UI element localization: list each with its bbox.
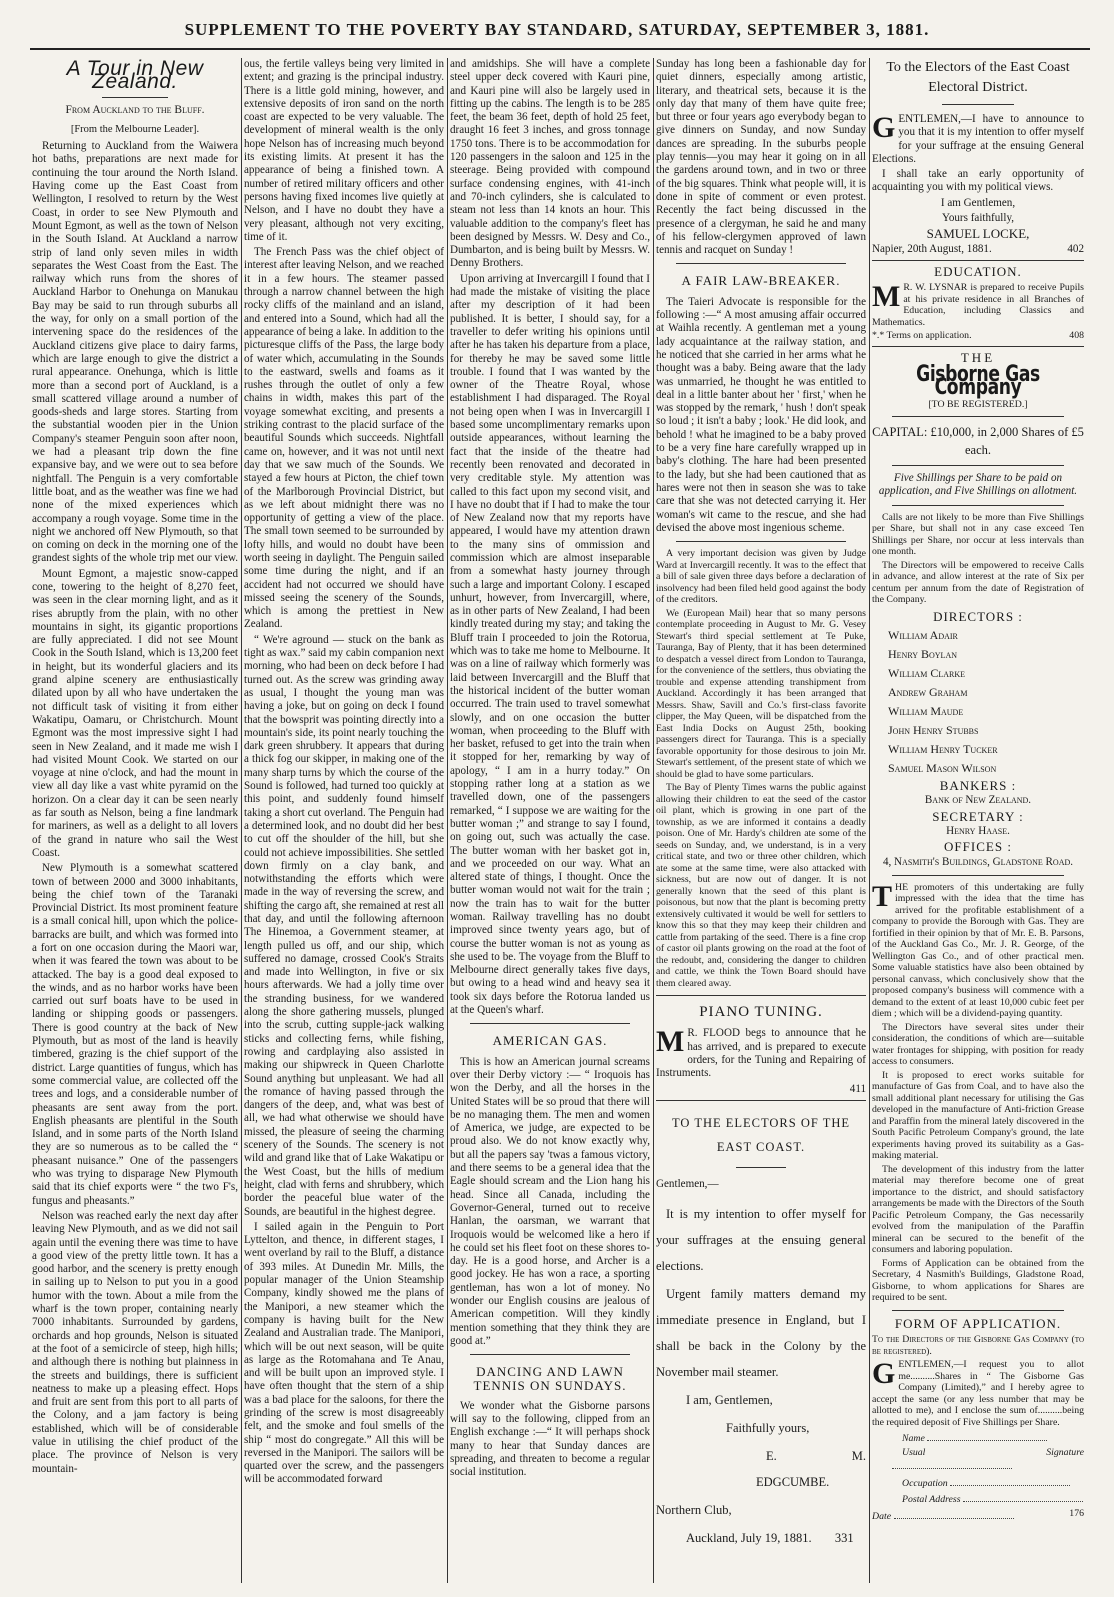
gas-promo: It is proposed to erect works suitable for manufacture of Gas from Coal, and to have also the small additional plant necessary for utilising the Gas developed in the manufacture of Anti-friction Grease and Paraffin from the mineral lately discovered in the South Pacific Petroleum Company's ground, the late experiments having proved its suitability as a Gas-making material. <box>872 1069 1084 1162</box>
dropcap: M <box>656 1025 685 1059</box>
locke-text: I shall take an early opportunity of acquainting you with my political views. <box>872 168 1084 194</box>
column-rule <box>653 58 654 1583</box>
top-rule <box>30 48 1090 50</box>
form-text <box>872 1359 1084 1428</box>
form-field[interactable] <box>892 1447 1084 1473</box>
gas-the: THE <box>960 349 996 365</box>
date-line <box>872 243 1084 256</box>
article-paragraph: and amidships. She will have a complete steel upper deck covered with Kauri pine, and Kauri pine will also be largely used in fitting up the cabins. The length is to be 285 feet, the beam 36 feet, depth of hold 25 feet, draught 16 feet 3 inches, and gross tonnage 1750 tons. There is to be accommodation for 120 passengers in the saloon and 125 in the steerage. Being provided with compound surface condensing engines, with 41-inch and 70-inch cylinders, she is calculated to steam not less than 14 knots an hour. This valuable addition to the company's fleet has been designed by Messrs. W. Desy and Co., Dumbarton, and is being built by Messrs. W. Denny Brothers. <box>450 58 650 270</box>
column-5 <box>872 58 1084 1578</box>
divider <box>872 260 1084 261</box>
gas-calls: Calls are not likely to be more than Five Shillings per Share, but shall not in any case exceed Ten Shillings per Share, nor occur at less intervals than one month. <box>872 511 1084 558</box>
news-note: We (European Mail) hear that so many persons contemplate proceeding in August to Mr. G. Vesey Stewart's third special settlement at Te Puke, Tauranga, Bay of Plenty, that it has been determined to despatch a vessel direct from London to Tauranga, for the convenience of the settlers, thus obviating the trouble and expense attending transhipment from Auckland. Accordingly it has been arranged that Messrs. Shaw, Savill and Co.'s first-class favorite clipper, the May Queen, will be dispatched from the East India Docks on August 25th, booking passengers direct for Tauranga. This is a specially favorable opportunity for those desirous to join Mr. Stewart's settlement, of the present state of which we should be glad to have some particulars. <box>656 607 866 780</box>
form-field-label: Postal Address <box>902 1494 961 1506</box>
article-paragraph: “ We're aground — stuck on the bank as tight as wax.” said my cabin companion next morning, who had been on deck before I had turned out. As the screw was grinding away as usual, I thought the young man was having a joke, but on going on deck I found that the bowsprit was pointing directly into a mountain's side, its point nearly touching the dark green shrubbery. It appears that during a thick fog our skipper, in making one of the many sharp turns by which the course of the Sound is followed, had turned too quickly at this point, and suddenly found himself taking a short cut overland. The Penguin had a determined look, and no doubt did her best to cut off the shoulder of the hill, but she could not achieve impossibilities. She settled down firmly on a clay bank, and notwithstanding the efforts which were made in the way of reversing the screw, and shifting the cargo aft, she remained at rest all that day, and until the following afternoon The Hinemoa, a Government steamer, at length pulled us off, and our ship, which suffered no damage, crossed Cook's Straits and made into Wellington, in five or six hours afterwards. We had a jolly time over the stranding business, for we wandered along the shore gathering mussels, plunged into the scrub, cutting supple-jack walking sticks and collecting ferns, while fishing, rowing and cardplaying also assisted in making our shipwreck in Queen Charlotte Sound anything but unpleasant. We had all the romance of having passed through the dangers of the deep, and, what was best of all, we had what otherwise we should have missed, the pleasure of seeing the charming scenery of the Sounds. The scenery is not wild and grand like that of Lake Wakatipu or the West Coast, but the hills of medium height, clad with ferns and shrubbery, which border the peaceful blue water of the Sounds, are beautiful in the highest degree. <box>244 633 444 1218</box>
article-paragraph: ous, the fertile valleys being very limited in extent; and grazing is the principal industry. There is a little gold mining, however, and extensive deposits of iron sand on the north coast are expected to be very valuable. The development of mineral wealth is the only hope Nelson has of increasing much beyond its existing limits. At present it has the appearance of being a finished town. A number of retired military officers and other persons having fixed incomes live quietly at Nelson, and I have no doubt they have a very pleasant, although not very exciting, time of it. <box>244 58 444 243</box>
form-field[interactable] <box>892 1491 1084 1506</box>
form-field[interactable] <box>872 1508 1084 1523</box>
column-rule <box>241 58 242 1583</box>
ad-number: 176 <box>1069 1507 1084 1519</box>
form-field-line[interactable] <box>950 1475 1070 1486</box>
closing: I am Gentlemen, <box>940 196 1016 209</box>
divider <box>470 1354 630 1355</box>
lawbreaker-heading: A FAIR LAW-BREAKER. <box>681 273 841 289</box>
signature: E. M. EDGCUMBE. <box>756 1449 866 1490</box>
divider <box>676 541 846 542</box>
piano-ad <box>656 1027 866 1080</box>
piano-heading: PIANO TUNING. <box>699 1004 823 1021</box>
form-field-label: Occupation <box>902 1477 948 1489</box>
dropcap: T <box>872 879 893 913</box>
article-paragraph: The French Pass was the chief object of interest after leaving Nelson, and we reached it in a few hours. The steamer passed through a narrow channel between the high rocky cliffs of the mainland and an island, and entered into a Sound, which had all the appearance of being a lake. In addition to the picturesque cliffs of the Pass, the large body of water which, accumulating in the Sounds to the eastward, swells and foams as it rushes through the outlet of only a few chains in width, makes this part of the voyage somewhat exciting, and presents a striking contrast to the placid surface of the beautiful Sounds which succeeds. Nightfall came on, however, and it was not until next day that we saw much of the Sounds. We stayed a few hours at Picton, the chief town of the Marlborough Provincial District, but as we left about midnight there was no opportunity of getting a view of the place. The small town seemed to be surrounded by lofty hills, and would no doubt have been worth seeing in daylight. The Penguin sailed some time during the night, and if an accident had not occurred we should have missed seeing the scenery of the Sounds, which is among the prettiest in New Zealand. <box>244 246 444 631</box>
masthead: SUPPLEMENT TO THE POVERTY BAY STANDARD, SATURDAY, SEPTEMBER 3, 1881. <box>184 20 930 39</box>
article-paragraph: I sailed again in the Penguin to Port Lyttelton, and thence, in different stages, I went overland by rail to the Bluff, a distance of 393 miles. At Dunedin Mr. Mills, the popular manager of the Union Steamship Company, kindly showed me the plans of the Manipori, a new steamer which the company is having built for the New Zealand and Australian trade. The Manipori, which will be out next season, will be quite as large as the Rotomahana and Te Anau, and will be built upon an improved style. I have often thought that the stern of a ship was a bad place for the saloons, for there the grinding of the screw is most disagreeably felt, and the smoke and foul smells of the ship “ most do congregate.” All this will be reversed in the Manipori. The sailors will be quarted over the screw, and the passengers will be accommodated forward <box>244 1220 444 1486</box>
gas-promo: The Directors have several sites under their consideration, the conditions of which are—suitable water frontages for shipping, with position for ready access to consumers. <box>872 1021 1084 1068</box>
form-field-label: Name <box>902 1433 925 1445</box>
gas-shillings: Five Shillings per Share to be paid on application, and Five Shillings on allotment. <box>878 472 1078 498</box>
offices-heading: OFFICES : <box>944 839 1012 855</box>
locke-ad <box>872 113 1084 166</box>
ad-number: 411 <box>849 1082 866 1095</box>
gas-directors-power: The Directors will be empowered to receive Calls in advance, and allow interest at the rate of Six per centum per annum from the date of Registration of the Company. <box>872 559 1084 606</box>
terms: *.* Terms on application. <box>872 330 972 342</box>
salutation: Gentlemen,— <box>656 1177 719 1190</box>
divider <box>892 505 1064 506</box>
article-paragraph: New Plymouth is a somewhat scattered town of between 2000 and 3000 inhabitants, being the chief town of the Taranaki Provincial District. Its most prominent feature is a small conical hill, upon which the police-barracks are built, and which was formed into a fort on one occasion during the Maori war, when it was feared the town was about to be attacked. The bay is a good deal exposed to the winds, and as no harbor works have been carried out surf boats have to be used in landing or shipping goods or passengers. There is good country at the back of New Plymouth, but as most of the land is heavily timbered, grazing is the chief support of the district. Large quantities of fungus, which has some commercial value, are collected off the trees and logs, and a considerable number of pheasants are sent away from the port. English pheasants are plentiful in the South Island, and in some parts of the North Island they are so numerous as to be called the “ pheasant nuisance.” One of the passengers who was trying to disparage New Plymouth said that its chief exports were “ the two F's, fungus and pheasants.” <box>32 862 238 1207</box>
piano-text: R. FLOOD begs to announce that he has arrived, and is prepared to execute orders, for the Tuning and Repairing of Instruments. <box>656 1027 866 1080</box>
divider <box>892 416 1064 417</box>
article-paragraph: Upon arriving at Invercargill I found that I had made the mistake of visiting the place after my description of it had been published. It is better, I should say, for a traveller to defer writing his opinions until after he has taken his departure from a place, for thereby he may be saved some little trouble. I found that I was wanted by the owner of the Theatre Royal, whose establishment I had disparaged. The Royal not being open when I was in Invercargill I based some uncomplimentary remarks upon outside appearances, without learning the fact that the inside of the theatre had recently been renovated and decorated in very creditable style. My attention was called to this fact upon my second visit, and I have no doubt that if I had to make the tour of New Zealand now that my reports have appeared, I would have my attention drawn to the many sins of ommission and commission which are almost inseparable from a somewhat hasty journey through such a large and important Colony. I escaped unhurt, however, from Invercargill, where, as in other parts of New Zealand, I had been kindly treated during my stay; and taking the Bluff train I proceeded to join the Rotorua, which was to take me home to Melbourne. It was on a line of railway which formerly was laid between Invercargill and the Bluff that the historical incident of the butter woman occurred. The train used to travel somewhat slowly, and on one occasion the butter woman, when proceeding to the Bluff with her basket, refused to get into the train when it stopped for her, remarking by way of apology, “ I am in a hurry today.” On stopping rather long at a station as we travelled down, one of the passengers remarked, “ I suppose we are waiting for the butter woman ;” and strange to say I found, on going out, such was actually the case. The butter woman with her basket got in, and we proceeded on our way. What an altered state of things, I thought. Once the butter woman would not wait for the train ; now the train has to wait for the butter woman. Railway travelling has no doubt improved since twenty years ago, but of course the butter woman is not as young as she used to be. The voyage from the Bluff to Melbourne direct generally takes five days, but owing to a head wind and heavy sea it took six days before the Rotorua landed us at the Queen's wharf. <box>450 272 650 1017</box>
sign-off: Yours faithfully, <box>941 212 1015 225</box>
form-field-line[interactable] <box>894 1508 1014 1519</box>
ad-number: 331 <box>834 1531 854 1546</box>
form-field-line[interactable] <box>892 1458 1012 1469</box>
dropcap: G <box>872 111 896 144</box>
gas-capital: CAPITAL: £10,000, in 2,000 Shares of £5 each. <box>872 425 1084 458</box>
form-field-line[interactable] <box>927 1430 1047 1441</box>
form-field[interactable] <box>892 1430 1084 1445</box>
news-note: A very important decision was given by Judge Ward at Invercargill recently. It was to the effect that a bill of sale given three days before a declaration of insolvency had been filed held good against the body of the creditors. <box>656 548 866 606</box>
dropcap: M <box>872 280 901 314</box>
gas-promo: The development of this industry from the latter material may therefore become one of great importance to the district, and should satisfactory arrangements be made with the Directors of the South Pacific Petroleum Company, the Gas necessarily evolved from the manipulation of the Paraffin mineral can be secured to the benefit of the consumers and laboring population. <box>872 1163 1084 1256</box>
form-field[interactable] <box>892 1475 1084 1490</box>
secretary: Henry Haase. <box>946 824 1010 837</box>
ad-number: 402 <box>1067 242 1084 255</box>
column-4 <box>656 58 866 1578</box>
tour-title: A Tour in New Zealand. <box>66 58 204 94</box>
divider <box>470 1023 630 1024</box>
news-note: The Bay of Plenty Times warns the public against allowing their children to eat the seed of the castor oil plant, which is growing in one part of the township, as we are informed it contains a deadly poison. One of Mr. Hardy's children ate some of the seeds on Sunday, and, we understand, is in a very critical state, and two or three other children, which ate some at the same time, were also attacked with sickness, but are now out of danger. It is not generally known that the seed of this plant is poisonous, but now that the plant is becoming pretty extensively cultivated it would be well for settlers to know this so that they may keep their children and cattle from partaking of the seed. There is a fine crop of castor oil plants growing on the road at the foot of the redoubt, and, considering the danger to children and cattle, we think the Town Board should have them cleared away. <box>656 782 866 989</box>
tour-subtitle: From Auckland to the Bluff. <box>65 103 205 116</box>
form-to: To the Directors of the Gisborne Gas Company (to be registered). <box>872 1334 1084 1357</box>
director-name: William Adair <box>888 628 958 643</box>
divider <box>656 995 866 996</box>
gas-promo <box>872 879 1084 1020</box>
ad-number: 408 <box>1069 330 1084 342</box>
divider <box>892 1310 1064 1311</box>
locke-heading: To the Electors of the East Coast Electoral District. <box>886 60 1070 95</box>
divider <box>892 465 1064 466</box>
form-body: ENTLEMEN,—I request you to allot me..........Shares in “ The Gisborne Gas Company (Limited),” and I hereby agree to accept the same (or any less number that may be allotted to me), and I enclose the sum of..........being the required deposit of Five Shillings per Share. <box>872 1359 1084 1428</box>
bankers: Bank of New Zealand. <box>924 794 1032 807</box>
director-name: William Clarke <box>888 666 965 681</box>
signature: SAMUEL LOCKE, <box>926 226 1030 242</box>
director-name: John Henry Stubbs <box>888 723 979 738</box>
locke-text: ENTLEMEN,—I have to announce to you that it is my intention to offer myself for your suffrage at the ensuing General Elections. <box>872 113 1084 165</box>
column-rule <box>869 58 870 1583</box>
divider <box>892 875 1064 876</box>
column-1 <box>32 58 238 1578</box>
article-paragraph: It is my intention to offer myself for your suffrages at the ensuing general elections. <box>656 1207 866 1274</box>
secretary-heading: SECRETARY : <box>932 808 1024 824</box>
director-name: Andrew Graham <box>888 685 968 700</box>
promo-text: HE promoters of this undertaking are fully impressed with the idea that the time has arrived for the profitable establishment of a company to provide the Borough with Gas. They are fortified in their opinion by that of Mr. E. B. Parsons, of the Auckland Gas Co., Mr. J. R. George, of the Wellington Gas Co., and of other practical men. Some valuable statistics have also been obtained by personal canvass, which conclusively show that the proposed company's business will commence with a demand to the extent of at least 10,000 cubic feet per diem ; which will be a dividend-paying quantity. <box>872 881 1084 1020</box>
directors-heading: DIRECTORS : <box>933 608 1023 624</box>
divider <box>102 97 168 98</box>
date: Auckland, July 19, 1881. <box>686 1531 812 1546</box>
divider <box>942 104 1014 105</box>
column-3 <box>450 58 650 1578</box>
education-terms <box>872 330 1084 342</box>
form-heading: FORM OF APPLICATION. <box>894 1315 1062 1331</box>
closing: I am, Gentlemen, <box>686 1393 773 1408</box>
director-name: William Maude <box>888 704 964 719</box>
article-paragraph: Urgent family matters demand my immediate presence in England, but I shall be back in the Colony by the November mail steamer. <box>656 1287 866 1380</box>
bankers-heading: BANKERS : <box>939 778 1017 794</box>
form-field-label: Usual Signature <box>902 1446 1084 1458</box>
date: Napier, 20th August, 1881. <box>872 242 992 255</box>
divider <box>872 346 1084 347</box>
edgcumbe-heading: TO THE ELECTORS OF THE EAST COAST. <box>671 1115 851 1154</box>
gas-promo: Forms of Application can be obtained from the Secretary, 4 Nasmith's Buildings, Gladstone Road, Gisborne, to whom applications for Shares are required to be sent. <box>872 1257 1084 1304</box>
dropcap: G <box>872 1357 896 1391</box>
date-line <box>676 1525 866 1551</box>
article-paragraph: Sunday has long been a fashionable day for quiet dinners, especially among artistic, literary, and theatrical sets, because it is the only day that many of them have quite free; but three or four years ago everybody began to give dinners on Sunday, and now Sunday dances are spreading. In the suburbs people play tennis—you may hear it going on in all the gardens around town, and in two or three of the big squares. Think what people will, it is done in spite of comment or even protest. Recently the fact being discussed in the presence of a clergyman, he said he and many of his fellow-clergymen approved of lawn tennis and racquet on Sunday ! <box>656 58 866 257</box>
gas-company-name: Gisborne Gas Company <box>916 362 1040 401</box>
education-ad <box>872 282 1084 328</box>
director-name: Samuel Mason Wilson <box>888 761 997 776</box>
column-rule <box>447 58 448 1583</box>
article-paragraph: Nelson was reached early the next day after leaving New Plymouth, and as we did not sail again until the evening there was time to have a good view of the pretty little town. It has a good harbor, and the scenery is pretty enough in sailing up to Nelson to put you in a good humor with the town. About a mile from the wharf is the town proper, containing nearly 7000 inhabitants. Surrounded by gardens, orchards and hop grounds, Nelson is situated at the foot of a semicircle of steep, high hills; and although there is nothing but plainness in the streets and buildings, there is sufficient neatness to make up a pleasing effect. Hops and fruit are sent from this port to all parts of the Colony, and a jam factory is being established, which will be of considerable value in utilising the chief product of the place. The province of Nelson is very mountain- <box>32 1209 238 1475</box>
offices: 4, Nasmith's Buildings, Gladstone Road. <box>882 855 1074 868</box>
form-field-label: Date <box>872 1510 892 1522</box>
tour-source: [From the Melbourne Leader]. <box>70 123 200 135</box>
divider <box>676 263 846 264</box>
divider <box>656 1100 866 1101</box>
director-name: William Henry Tucker <box>888 742 998 757</box>
gas-registered: [TO BE REGISTERED.] <box>928 398 1028 410</box>
column-2 <box>244 58 444 1578</box>
article-paragraph: Returning to Auckland from the Waiwera hot baths, preparations are next made for continuing the tour around the North Island. Having come up the East Coast from Wellington, I resolved to return by the West Coast, in order to see New Plymouth and Mount Egmont, as well as the town of Nelson in the South Island. At Auckland a narrow strip of land only seven miles in width separates the West Coast from the East. The railway which runs from the shores of Auckland Harbor to Onehunga on Manukau Bay may be said to run through suburbs all the way, for only on a small portion of the intervening space do the residences of the Auckland citizens give place to dairy farms, which are large enough to give the district a rural appearance. Onehunga, which is little more than a second port of Auckland, is a small scattered village around a number of goods-sheds and large stores. Starting from the substantial wooden pier in the Union Company's steamer Penguin soon after noon, we had a pleasant trip down the fine expansive bay, and we were out to sea before nightfall. The Penguin is a very comfortable little boat, and as the weather was fine we had none of the mixed experiences which accompany a rough voyage. Some time in the night we anchored off New Plymouth, so that on coming on deck in the morning one of the grandest sights of the whole trip met our view. <box>32 140 238 565</box>
article-paragraph: We wonder what the Gisborne parsons will say to the following, clipped from an English exchange :—“ It will perhaps shock many to hear that Sunday dances are spreading, and threaten to become a regular social institution. <box>450 1399 650 1479</box>
education-text: R. W. LYSNAR is prepared to receive Pupils at his private residence in all Branches of Education, including Classics and Mathematics. <box>872 282 1084 328</box>
director-name: Henry Boylan <box>888 647 958 662</box>
place: Northern Club, <box>656 1503 732 1518</box>
article-paragraph: Mount Egmont, a majestic snow-capped cone, towering to the height of 8,270 feet, was seen in the clear morning light, and as it rises abruptly from the plain, with no other mountains in sight, its gigantic proportions are fully appreciated. I did not see Mount Cook in the South Island, which is 13,200 feet in height, but its wonderful glaciers and its grand alpine scenery are enthusiastically dilated upon by all who have undertaken the not difficult task of visiting it from either Wakatipu, Oamaru, or Christchurch. Mount Egmont was the most impressive sight I had seen in New Zealand, and it made me wish I had visited Mount Cook. We started on our voyage at nine o'clock, and had the mount in view all day like a vast white pyramid on the horizon. On a clear day it can be seen nearly as far south as Nelson, being a fine landmark for mariners, as well as a delight to all lovers of the grand in nature who sail the West Coast. <box>32 567 238 859</box>
article-paragraph: The Taieri Advocate is responsible for the following :—“ A most amusing affair occurred at Waihla recently. A gentleman met a young lady acquaintance at the railway station, and he noticed that she carried in her arms what he thought was a baby. Being aware that the lady was unmarried, he thought he was entitled to deal in a little banter about her ' first,' when he was stopped by the remark, ' hush ! don't speak so loud ; it isn't a baby ; look.' He did look, and behold ! what he imagined to be a baby proved to be a very fine hare carefully wrapped up in baby's clothing. The hare had been presented to the lady, but she had been cautioned that as hares were not then in season she was to take care that she was not detected carrying it. Her woman's wit came to the rescue, and she had devised the above most ingenious scheme. <box>656 295 866 534</box>
american-gas-heading: AMERICAN GAS. <box>492 1033 608 1049</box>
dancing-heading: DANCING AND LAWN TENNIS ON SUNDAYS. <box>473 1364 627 1393</box>
sign-off: Faithfully yours, <box>726 1421 810 1436</box>
education-heading: EDUCATION. <box>934 263 1022 279</box>
article-paragraph: This is how an American journal screams over their Derby victory :— “ Iroquois has won the Derby, and all the horses in the United States will be so proud that there will be no managing them. The men and women of America, we judge, are expected to be proud also. We do not know exactly why, but all the papers say 'twas a famous victory, and there seems to be a general idea that the Eagle should scream and the Lion hang his head. Since all Canada, including the Governor-General, turned out to receive Hanlan, the oarsman, we warrant that Iroquois would be welcomed like a hero if he could set his fleet foot on these shores to-day. He is a good horse, and Archer is a good jockey. He has won a race, a sporting gentleman, has won a lot of money. No wonder our English cousins are jealous of American competition. Will they kindly mention something that they think they are good at.” <box>450 1055 650 1347</box>
divider <box>736 1167 786 1168</box>
form-field-line[interactable] <box>963 1491 1083 1502</box>
